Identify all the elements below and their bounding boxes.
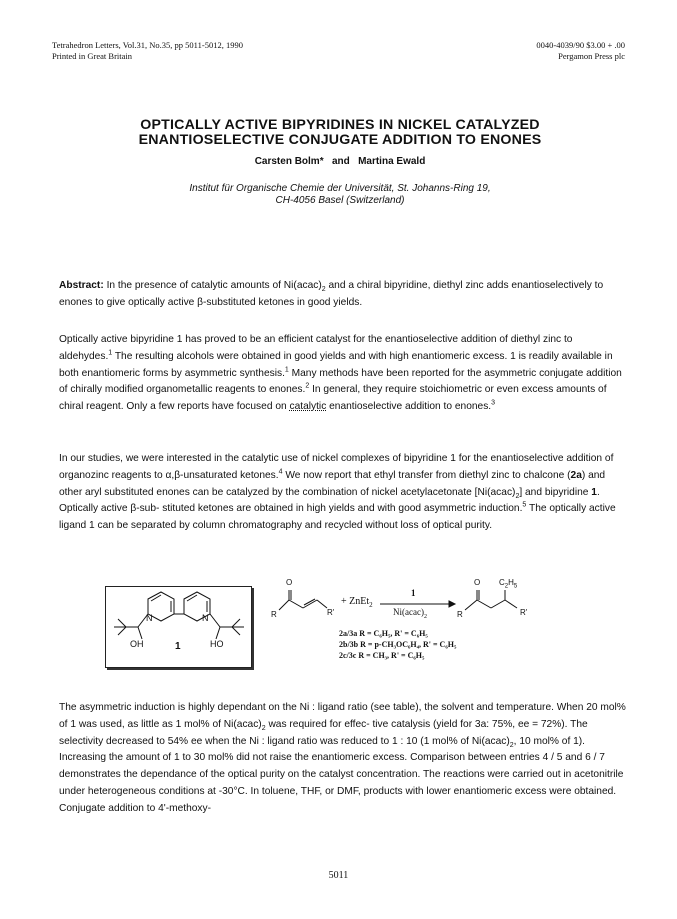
p3-sub-2: 2 (509, 741, 514, 749)
ethyl-h: H (508, 578, 514, 587)
ethyl-c: C (499, 578, 505, 587)
p2-sub: 2 (515, 492, 520, 500)
nickel-text: Ni(acac) (393, 607, 424, 617)
p2-text-6: The optically active ligand 1 can be separated by column chromatography and recycled without loss of optical purity. (59, 503, 616, 532)
ref-4: 4 (278, 468, 283, 476)
substituent-row-b: 2b/3b R = p-CH₃OC₆H₄, R' = C₆H₅ (339, 640, 457, 649)
author-conjunction: and (331, 156, 350, 167)
p2-text-2: We now report that ethyl transfer from diethyl zinc to chalcone ( (282, 469, 571, 481)
ethyl-sub2: 5 (513, 583, 518, 590)
p1-emphasis: catalytic (289, 401, 327, 413)
reagent-zinc (341, 596, 373, 609)
affiliation-line-2: CH-4056 Basel (Switzerland) (275, 195, 405, 206)
hydroxyl-right-label: HO (210, 639, 224, 649)
abstract-text-2: and a chiral bipyridine, diethyl zinc adds enantioselectively to enones to give optically active β-substituted ketones in good yields. (59, 280, 604, 308)
catalyst-nickel (393, 607, 427, 620)
publisher-name: Pergamon Press plc (558, 51, 625, 61)
ref-1: 1 (108, 349, 113, 357)
abstract (59, 278, 627, 312)
p1-text-1: Optically active bipyridine 1 has proved to be an efficient catalyst for the enantioselective addition of diethyl zinc to aldehydes. (59, 334, 573, 362)
substituent-list (339, 628, 456, 661)
reaction-scheme (265, 578, 565, 668)
affiliation-line-1: Institut für Organische Chemie der Universität, St. Johanns-Ring 19, (189, 183, 491, 194)
author-list (60, 156, 620, 167)
reagent-sub: 2 (369, 601, 373, 609)
p1-text-4: In general, they require stoichiometric or even excess amounts of chiral reagent. Only a few reports have focused on (59, 384, 607, 413)
nitrogen-right-label: N (202, 613, 209, 623)
title-line-2: ENANTIOSELECTIVE CONJUGATE ADDITION TO ENONES (138, 132, 542, 148)
p1-text-2: The resulting alcohols were obtained in good yields and with high enantiomeric excess. 1 is readily available in both enantiomeric forms by asymmetric synthesis. (59, 350, 613, 379)
nickel-sub: 2 (423, 613, 427, 620)
p3-text-2: was required for effec- tive catalysis (yield for 3a: 75%, ee = 72%). The selectivity decreased to 54% ee when the Ni : ligand ratio was reduced to 1 : 10 (1 mol% of Ni(acac) (59, 718, 588, 747)
reactant-oxygen: O (286, 578, 293, 587)
price-code: 0040-4039/90 $3.00 + .00 (536, 40, 625, 50)
product-rprime: R' (520, 608, 528, 617)
title-line-1: OPTICALLY ACTIVE BIPYRIDINES IN NICKEL CATALYZED (140, 117, 540, 133)
paper-title (60, 118, 620, 148)
product-r: R (457, 610, 463, 619)
body-paragraph-1 (59, 332, 627, 416)
ref-5: 5 (522, 502, 527, 509)
publisher-info (536, 40, 625, 62)
ligand-number: 1 (175, 641, 181, 652)
p2-text-3: ) and other aryl substituted enones can be catalyzed by the combination of nickel acetylacetonate [Ni(acac) (59, 469, 606, 498)
body-paragraph-3 (59, 700, 627, 818)
author-2: Martina Ewald (358, 156, 426, 167)
substituent-row-c: 2c/3c R = CH₃, R' = C₆H₅ (339, 651, 425, 660)
p3-text-1: The asymmetric induction is highly dependant on the Ni : ligand ratio (see table), the solvent and temperature. When 20 mol% of 1 was used, as little as 1 mol% of Ni(acac) (59, 702, 626, 730)
reagent-text: + ZnEt (341, 596, 370, 607)
ethyl-sub1: 2 (504, 583, 509, 590)
body-paragraph-2 (59, 451, 627, 535)
catalyst-label: 1 (411, 588, 416, 598)
printed-line: Printed in Great Britain (52, 51, 133, 61)
affiliation (60, 183, 620, 207)
compound-2a: 2a (570, 469, 582, 481)
p3-text-3: , 10 mol% of 1). Increasing the amount of 1 to 30 mol% did not raise the enantiomeric excess. Comparison between entries 4 / 5 and 6 / 7 demonstrates the dependance of the optical purity on the catalyst concentration. The reactions were carried out in acetonitrile under heterogeneous conditions at -30°C. In toluene, THF, or DMF, products with lower enantiomeric excess were obtained. Conjugate addition to 4'-methoxy- (59, 735, 624, 814)
ref-1b: 1 (284, 366, 289, 374)
ref-2: 2 (305, 383, 310, 390)
abstract-text-1: In the presence of catalytic amounts of Ni(acac) (103, 280, 322, 291)
substituent-row-a: 2a/3a R = C₆H₅, R' = C₆H₅ (339, 629, 428, 638)
compound-1: 1 (591, 486, 597, 498)
ligand-structure-box (105, 586, 252, 668)
product-oxygen: O (474, 578, 481, 587)
p2-text-5: . Optically active β-sub- stituted ketones are obtained in high yields and with good asymmetric induction. (59, 486, 600, 515)
reactant-r: R (271, 610, 277, 619)
journal-citation (52, 40, 243, 62)
reactant-rprime: R' (327, 608, 335, 617)
ref-3: 3 (491, 399, 496, 407)
p1-text-3: Many methods have been reported for the asymmetric conjugate addition of chirally modified organometallic reagents to enones. (59, 367, 622, 396)
abstract-label: Abstract: (59, 280, 104, 291)
p2-text-4: ] and bipyridine (519, 486, 592, 498)
hydroxyl-left-label: OH (130, 639, 144, 649)
page-number: 5011 (328, 870, 349, 881)
bipyridine-structure (106, 587, 251, 667)
p3-sub-1: 2 (261, 724, 266, 732)
product-ethyl (499, 578, 517, 590)
abstract-sub: 2 (321, 286, 326, 294)
p1-text-5: enantioselective addition to enones. (326, 401, 492, 413)
p2-text-1: In our studies, we were interested in the catalytic use of nickel complexes of bipyridine 1 for the enantioselective addition of organozinc reagents to α,β-unsaturated ketones. (59, 453, 614, 481)
author-1: Carsten Bolm* (254, 156, 324, 167)
nitrogen-left-label: N (146, 613, 153, 623)
journal-line: Tetrahedron Letters, Vol.31, No.35, pp 5011-5012, 1990 (52, 40, 243, 50)
